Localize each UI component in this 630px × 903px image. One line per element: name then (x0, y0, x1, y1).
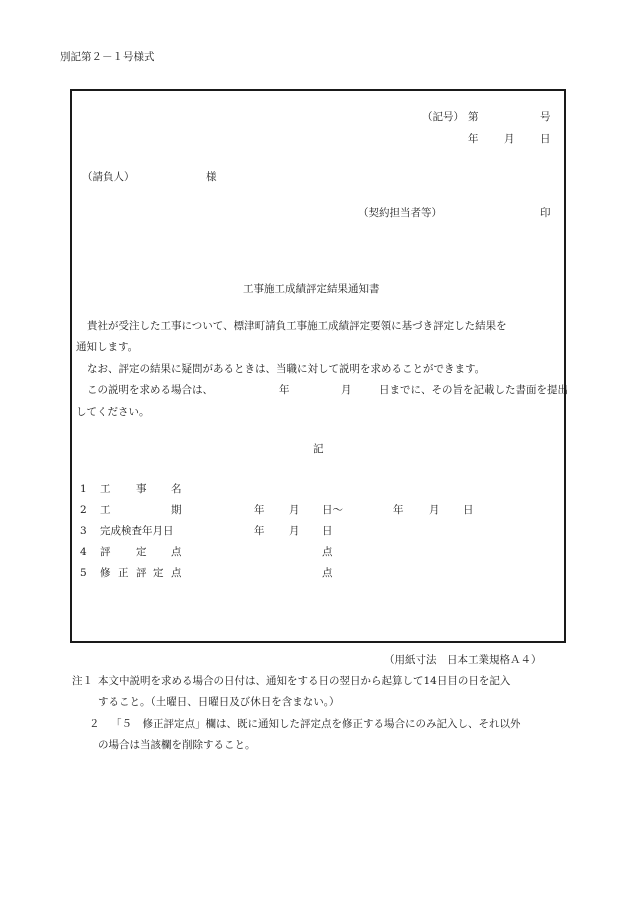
gou-label: 号 (540, 111, 551, 123)
date-nen: 年 (468, 133, 479, 145)
sender-label: （契約担当者等） (358, 207, 442, 219)
score-unit: 点 (322, 546, 333, 558)
item-label-char: 定 (136, 546, 147, 558)
item-label-char: 評 (136, 567, 147, 579)
item-label-char: 評 (100, 546, 111, 558)
date-hi: 日 (540, 133, 551, 145)
period-end-hi: 日 (463, 504, 474, 516)
inspection-tsuki: 月 (289, 525, 300, 537)
item-label-char: 点 (171, 567, 182, 579)
item-label-char: 事 (136, 483, 147, 495)
paper-size-note: （用紙寸法 日本工業規格Ａ４） (384, 654, 542, 666)
body-p2-line1: なお、評定の結果に疑問があるときは、当職に対して説明を求めることができます。 (87, 363, 486, 375)
item-label-char: 修 (100, 567, 111, 579)
body-p1-line1: 貴社が受注した工事について、標津町請負工事施工成績評定要領に基づき評定した結果を (87, 320, 507, 332)
kigou-label: （記号） (422, 111, 464, 123)
item-number: 1 (80, 483, 87, 495)
item-label-char: 正 (118, 567, 129, 579)
item-number: 4 (80, 546, 87, 558)
seal-mark: 印 (540, 207, 551, 219)
note-2-line1: 「５ 修正評定点」欄は、既に通知した評定点を修正する場合にのみ記入し、それ以外 (111, 718, 521, 730)
body-p3-line1-a: この説明を求める場合は、 (87, 384, 213, 396)
inspection-nen: 年 (254, 525, 265, 537)
item-label-char: 期 (171, 504, 182, 516)
inspection-hi: 日 (322, 525, 333, 537)
date-tsuki: 月 (504, 133, 515, 145)
note-2-line2: の場合は当該欄を削除すること。 (98, 739, 256, 751)
recipient-sama: 様 (206, 171, 217, 183)
period-start-nen: 年 (254, 504, 265, 516)
note-2-label: ２ (89, 718, 100, 730)
form-number: 別記第２－１号様式 (60, 51, 155, 63)
note-1-line1: 本文中説明を求める場合の日付は、通知をする日の翌日から起算して14日目の日を記入 (98, 675, 511, 687)
revised-score-unit: 点 (322, 567, 333, 579)
body-p3-line1-d: 日までに、その旨を記載した書面を提出 (379, 384, 568, 396)
item-label-char: 名 (171, 483, 182, 495)
body-p1-line2: 通知します。 (76, 341, 139, 353)
document-title: 工事施工成績評定結果通知書 (243, 283, 380, 295)
recipient-label: （請負人） (82, 171, 135, 183)
item-label: 完成検査年月日 (100, 525, 174, 537)
body-p3-nen: 年 (279, 384, 290, 396)
note-1-label: 注１ (72, 675, 93, 687)
item-number: 5 (80, 567, 87, 579)
body-p3-line2: してください。 (76, 406, 150, 418)
dai-label: 第 (468, 111, 479, 123)
item-label-char: 工 (100, 483, 111, 495)
period-start-tsuki: 月 (289, 504, 300, 516)
item-number: 2 (80, 504, 87, 516)
period-end-nen: 年 (393, 504, 404, 516)
body-p3-tsuki: 月 (341, 384, 352, 396)
item-label-char: 点 (171, 546, 182, 558)
note-1-line2: すること。（土曜日、日曜日及び休日を含まない。） (98, 696, 340, 708)
period-end-tsuki: 月 (429, 504, 440, 516)
item-label-char: 工 (100, 504, 111, 516)
item-label-char: 定 (153, 567, 164, 579)
item-number: 3 (80, 525, 87, 537)
period-start-hi: 日～ (322, 504, 343, 516)
ki-heading: 記 (313, 443, 324, 455)
